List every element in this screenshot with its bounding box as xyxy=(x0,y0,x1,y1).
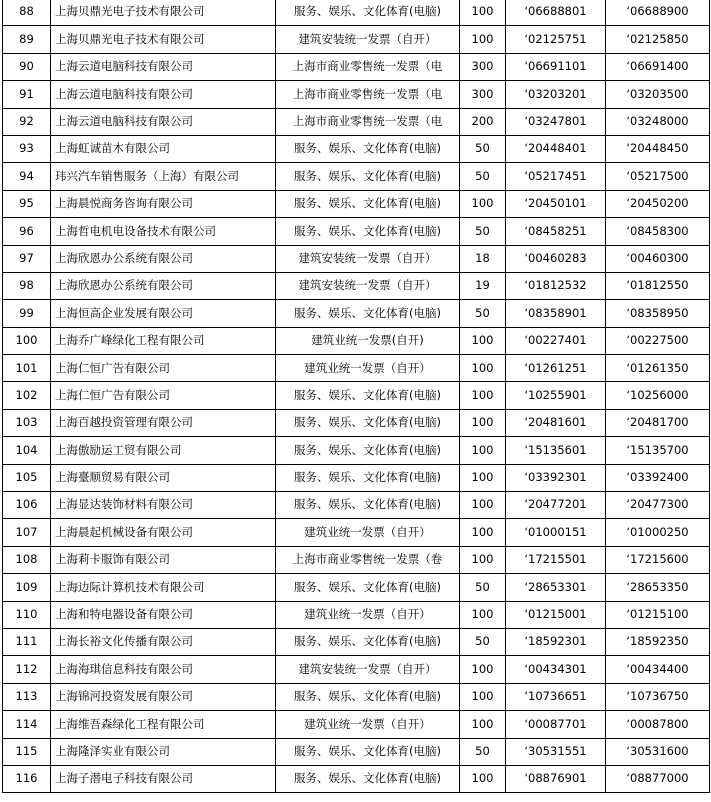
invoice-type-cell: 服务、娱乐、文化体育(电脑) xyxy=(276,409,460,436)
start-number-cell: ‘00227401 xyxy=(506,327,606,354)
start-number-cell: ‘00460283 xyxy=(506,245,606,272)
table-row xyxy=(3,355,710,382)
quantity-cell: 100 xyxy=(460,327,506,354)
start-number-cell: ‘01261251 xyxy=(506,355,606,382)
end-number-cell: ‘01812550 xyxy=(606,272,710,299)
table-row xyxy=(3,409,710,436)
invoice-type-cell: 上海市商业零售统一发票（卷 xyxy=(276,546,460,573)
invoice-type-cell: 服务、娱乐、文化体育(电脑) xyxy=(276,135,460,162)
table-row xyxy=(3,574,710,601)
invoice-type-cell: 上海市商业零售统一发票（电 xyxy=(276,81,460,108)
start-number-cell: ‘01215001 xyxy=(506,601,606,628)
invoice-table xyxy=(2,0,710,793)
company-name-cell: 上海欣恩办公系统有限公司 xyxy=(51,272,276,299)
start-number-cell: ‘08458251 xyxy=(506,218,606,245)
company-name-cell: 上海维吾森绿化工程有限公司 xyxy=(51,711,276,738)
company-name-cell: 上海云道电脑科技有限公司 xyxy=(51,81,276,108)
company-name-cell: 上海锦河投资发展有限公司 xyxy=(51,683,276,710)
company-name-cell: 上海隆泽实业有限公司 xyxy=(51,738,276,765)
end-number-cell: ‘01000250 xyxy=(606,519,710,546)
end-number-cell: ‘00460300 xyxy=(606,245,710,272)
start-number-cell: ‘08876901 xyxy=(506,765,606,792)
table-row xyxy=(3,656,710,683)
table-row xyxy=(3,711,710,738)
table-row xyxy=(3,81,710,108)
quantity-cell: 50 xyxy=(460,218,506,245)
invoice-type-cell: 服务、娱乐、文化体育(电脑) xyxy=(276,190,460,217)
end-number-cell: ‘20450200 xyxy=(606,190,710,217)
table-row xyxy=(3,601,710,628)
end-number-cell: ‘18592350 xyxy=(606,628,710,655)
company-name-cell: 上海云道电脑科技有限公司 xyxy=(51,53,276,80)
start-number-cell: ‘20477201 xyxy=(506,492,606,519)
row-number-cell: 93 xyxy=(3,135,51,162)
table-row xyxy=(3,738,710,765)
quantity-cell: 50 xyxy=(460,163,506,190)
end-number-cell: ‘30531600 xyxy=(606,738,710,765)
end-number-cell: ‘08458300 xyxy=(606,218,710,245)
row-number-cell: 106 xyxy=(3,492,51,519)
company-name-cell: 上海傲励运工贸有限公司 xyxy=(51,437,276,464)
invoice-type-cell: 服务、娱乐、文化体育(电脑) xyxy=(276,738,460,765)
row-number-cell: 116 xyxy=(3,765,51,792)
table-row xyxy=(3,300,710,327)
row-number-cell: 92 xyxy=(3,108,51,135)
quantity-cell: 100 xyxy=(460,711,506,738)
end-number-cell: ‘20477300 xyxy=(606,492,710,519)
company-name-cell: 上海云道电脑科技有限公司 xyxy=(51,108,276,135)
company-name-cell: 上海贝鼎光电子技术有限公司 xyxy=(51,0,276,26)
invoice-type-cell: 服务、娱乐、文化体育(电脑) xyxy=(276,163,460,190)
row-number-cell: 107 xyxy=(3,519,51,546)
invoice-type-cell: 上海市商业零售统一发票（电 xyxy=(276,108,460,135)
quantity-cell: 100 xyxy=(460,683,506,710)
table-row xyxy=(3,26,710,53)
company-name-cell: 上海百越投资管理有限公司 xyxy=(51,409,276,436)
table-row xyxy=(3,163,710,190)
end-number-cell: ‘00087800 xyxy=(606,711,710,738)
end-number-cell: ‘17215600 xyxy=(606,546,710,573)
quantity-cell: 100 xyxy=(460,546,506,573)
invoice-type-cell: 服务、娱乐、文化体育(电脑) xyxy=(276,683,460,710)
end-number-cell: ‘10256000 xyxy=(606,382,710,409)
company-name-cell: 上海长裕文化传播有限公司 xyxy=(51,628,276,655)
company-name-cell: 上海乔广峰绿化工程有限公司 xyxy=(51,327,276,354)
row-number-cell: 98 xyxy=(3,272,51,299)
start-number-cell: ‘20450101 xyxy=(506,190,606,217)
quantity-cell: 100 xyxy=(460,355,506,382)
quantity-cell: 50 xyxy=(460,628,506,655)
quantity-cell: 100 xyxy=(460,409,506,436)
company-name-cell: 上海臺顺贸易有限公司 xyxy=(51,464,276,491)
start-number-cell: ‘00434301 xyxy=(506,656,606,683)
quantity-cell: 300 xyxy=(460,53,506,80)
quantity-cell: 100 xyxy=(460,656,506,683)
company-name-cell: 上海恒高企业发展有限公司 xyxy=(51,300,276,327)
invoice-type-cell: 服务、娱乐、文化体育(电脑) xyxy=(276,765,460,792)
end-number-cell: ‘06691400 xyxy=(606,53,710,80)
table-row xyxy=(3,546,710,573)
start-number-cell: ‘10736651 xyxy=(506,683,606,710)
table-row xyxy=(3,683,710,710)
end-number-cell: ‘01215100 xyxy=(606,601,710,628)
table-row xyxy=(3,218,710,245)
end-number-cell: ‘28653350 xyxy=(606,574,710,601)
table-row xyxy=(3,765,710,792)
invoice-type-cell: 服务、娱乐、文化体育(电脑) xyxy=(276,628,460,655)
row-number-cell: 101 xyxy=(3,355,51,382)
start-number-cell: ‘01000151 xyxy=(506,519,606,546)
invoice-type-cell: 建筑业统一发票（自开） xyxy=(276,519,460,546)
company-name-cell: 上海晨悦商务咨询有限公司 xyxy=(51,190,276,217)
invoice-type-cell: 建筑安装统一发票（自开） xyxy=(276,26,460,53)
quantity-cell: 18 xyxy=(460,245,506,272)
invoice-type-cell: 上海市商业零售统一发票（电 xyxy=(276,53,460,80)
invoice-type-cell: 建筑安装统一发票（自开） xyxy=(276,245,460,272)
start-number-cell: ‘02125751 xyxy=(506,26,606,53)
table-row xyxy=(3,272,710,299)
row-number-cell: 104 xyxy=(3,437,51,464)
start-number-cell: ‘05217451 xyxy=(506,163,606,190)
row-number-cell: 108 xyxy=(3,546,51,573)
quantity-cell: 100 xyxy=(460,765,506,792)
start-number-cell: ‘18592301 xyxy=(506,628,606,655)
start-number-cell: ‘00087701 xyxy=(506,711,606,738)
end-number-cell: ‘20481700 xyxy=(606,409,710,436)
end-number-cell: ‘03248000 xyxy=(606,108,710,135)
quantity-cell: 100 xyxy=(460,519,506,546)
start-number-cell: ‘03203201 xyxy=(506,81,606,108)
end-number-cell: ‘15135700 xyxy=(606,437,710,464)
row-number-cell: 94 xyxy=(3,163,51,190)
invoice-type-cell: 建筑业统一发票（自开） xyxy=(276,601,460,628)
invoice-type-cell: 服务、娱乐、文化体育(电脑) xyxy=(276,437,460,464)
start-number-cell: ‘10255901 xyxy=(506,382,606,409)
table-row xyxy=(3,245,710,272)
company-name-cell: 上海晨起机械设备有限公司 xyxy=(51,519,276,546)
quantity-cell: 100 xyxy=(460,437,506,464)
row-number-cell: 110 xyxy=(3,601,51,628)
row-number-cell: 115 xyxy=(3,738,51,765)
quantity-cell: 50 xyxy=(460,135,506,162)
quantity-cell: 50 xyxy=(460,574,506,601)
table-row xyxy=(3,628,710,655)
invoice-type-cell: 建筑业统一发票（自开） xyxy=(276,355,460,382)
table-row xyxy=(3,190,710,217)
invoice-type-cell: 建筑业统一发票(自开) xyxy=(276,327,460,354)
company-name-cell: 玮兴汽车销售服务（上海）有限公司 xyxy=(51,163,276,190)
row-number-cell: 88 xyxy=(3,0,51,26)
end-number-cell: ‘02125850 xyxy=(606,26,710,53)
start-number-cell: ‘06691101 xyxy=(506,53,606,80)
row-number-cell: 114 xyxy=(3,711,51,738)
start-number-cell: ‘28653301 xyxy=(506,574,606,601)
row-number-cell: 112 xyxy=(3,656,51,683)
company-name-cell: 上海虹诚苗木有限公司 xyxy=(51,135,276,162)
company-name-cell: 上海莉卡服饰有限公司 xyxy=(51,546,276,573)
row-number-cell: 113 xyxy=(3,683,51,710)
table-body xyxy=(3,0,710,793)
invoice-type-cell: 建筑安装统一发票（自开） xyxy=(276,656,460,683)
invoice-type-cell: 服务、娱乐、文化体育(电脑) xyxy=(276,492,460,519)
company-name-cell: 上海欣恩办公系统有限公司 xyxy=(51,245,276,272)
end-number-cell: ‘20448450 xyxy=(606,135,710,162)
start-number-cell: ‘17215501 xyxy=(506,546,606,573)
row-number-cell: 95 xyxy=(3,190,51,217)
company-name-cell: 上海哲电机电设备技术有限公司 xyxy=(51,218,276,245)
table-row xyxy=(3,108,710,135)
row-number-cell: 105 xyxy=(3,464,51,491)
start-number-cell: ‘01812532 xyxy=(506,272,606,299)
row-number-cell: 99 xyxy=(3,300,51,327)
end-number-cell: ‘08358950 xyxy=(606,300,710,327)
table-row xyxy=(3,464,710,491)
table-row xyxy=(3,382,710,409)
company-name-cell: 上海仁恒广告有限公司 xyxy=(51,382,276,409)
quantity-cell: 50 xyxy=(460,738,506,765)
quantity-cell: 100 xyxy=(460,492,506,519)
start-number-cell: ‘06688801 xyxy=(506,0,606,26)
invoice-type-cell: 服务、娱乐、文化体育(电脑) xyxy=(276,0,460,26)
company-name-cell: 上海显达装饰材料有限公司 xyxy=(51,492,276,519)
quantity-cell: 50 xyxy=(460,300,506,327)
quantity-cell: 100 xyxy=(460,190,506,217)
quantity-cell: 100 xyxy=(460,601,506,628)
table-row xyxy=(3,327,710,354)
end-number-cell: ‘03203500 xyxy=(606,81,710,108)
quantity-cell: 100 xyxy=(460,26,506,53)
end-number-cell: ‘01261350 xyxy=(606,355,710,382)
invoice-type-cell: 服务、娱乐、文化体育(电脑) xyxy=(276,218,460,245)
quantity-cell: 100 xyxy=(460,382,506,409)
row-number-cell: 109 xyxy=(3,574,51,601)
row-number-cell: 102 xyxy=(3,382,51,409)
row-number-cell: 111 xyxy=(3,628,51,655)
invoice-type-cell: 建筑业统一发票（自开） xyxy=(276,711,460,738)
table-row xyxy=(3,0,710,26)
end-number-cell: ‘03392400 xyxy=(606,464,710,491)
end-number-cell: ‘00227500 xyxy=(606,327,710,354)
row-number-cell: 103 xyxy=(3,409,51,436)
row-number-cell: 100 xyxy=(3,327,51,354)
end-number-cell: ‘06688900 xyxy=(606,0,710,26)
start-number-cell: ‘30531551 xyxy=(506,738,606,765)
end-number-cell: ‘10736750 xyxy=(606,683,710,710)
table-row xyxy=(3,492,710,519)
company-name-cell: 上海贝鼎光电子技术有限公司 xyxy=(51,26,276,53)
quantity-cell: 300 xyxy=(460,81,506,108)
row-number-cell: 91 xyxy=(3,81,51,108)
table-row xyxy=(3,53,710,80)
company-name-cell: 上海仁恒广告有限公司 xyxy=(51,355,276,382)
quantity-cell: 19 xyxy=(460,272,506,299)
start-number-cell: ‘03247801 xyxy=(506,108,606,135)
quantity-cell: 100 xyxy=(460,464,506,491)
invoice-type-cell: 服务、娱乐、文化体育(电脑) xyxy=(276,382,460,409)
start-number-cell: ‘20448401 xyxy=(506,135,606,162)
start-number-cell: ‘15135601 xyxy=(506,437,606,464)
row-number-cell: 89 xyxy=(3,26,51,53)
row-number-cell: 96 xyxy=(3,218,51,245)
end-number-cell: ‘00434400 xyxy=(606,656,710,683)
row-number-cell: 90 xyxy=(3,53,51,80)
company-name-cell: 上海和特电器设备有限公司 xyxy=(51,601,276,628)
start-number-cell: ‘03392301 xyxy=(506,464,606,491)
start-number-cell: ‘08358901 xyxy=(506,300,606,327)
invoice-type-cell: 服务、娱乐、文化体育(电脑) xyxy=(276,574,460,601)
table-row xyxy=(3,135,710,162)
end-number-cell: ‘05217500 xyxy=(606,163,710,190)
company-name-cell: 上海海琪信息科技有限公司 xyxy=(51,656,276,683)
quantity-cell: 200 xyxy=(460,108,506,135)
invoice-type-cell: 服务、娱乐、文化体育(电脑) xyxy=(276,464,460,491)
start-number-cell: ‘20481601 xyxy=(506,409,606,436)
company-name-cell: 上海子潜电子科技有限公司 xyxy=(51,765,276,792)
table-row xyxy=(3,519,710,546)
end-number-cell: ‘08877000 xyxy=(606,765,710,792)
invoice-type-cell: 建筑安装统一发票（自开） xyxy=(276,272,460,299)
quantity-cell: 100 xyxy=(460,0,506,26)
table-row xyxy=(3,437,710,464)
row-number-cell: 97 xyxy=(3,245,51,272)
invoice-type-cell: 服务、娱乐、文化体育(电脑) xyxy=(276,300,460,327)
company-name-cell: 上海边际计算机技术有限公司 xyxy=(51,574,276,601)
